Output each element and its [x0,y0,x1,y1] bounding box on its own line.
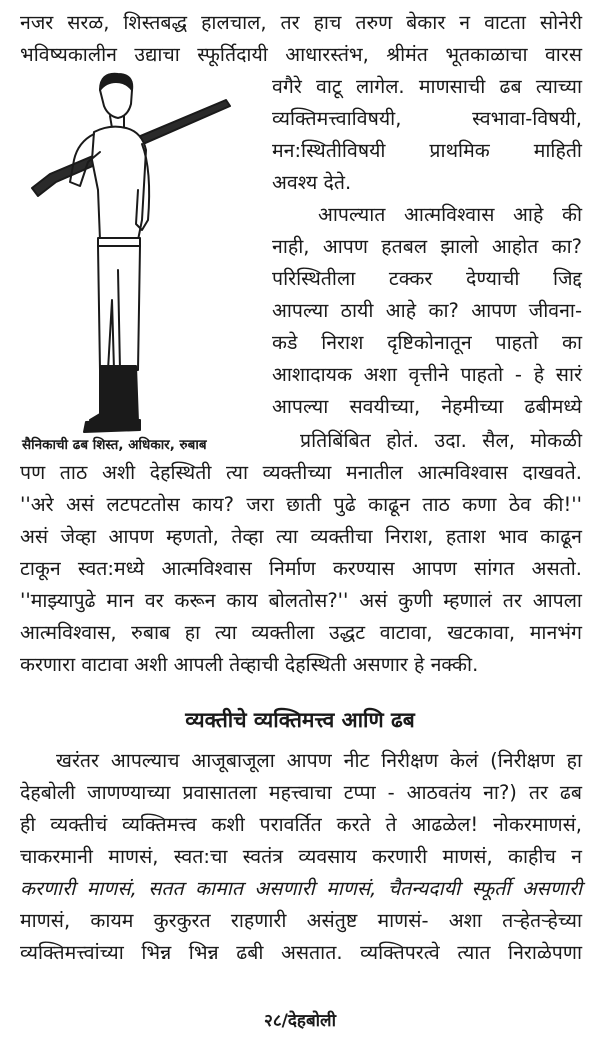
text-line: प्रतिबिंबित होतं. उदा. सैल, मोकळी [300,429,582,452]
text-line: चाकरमानी माणसं, स्वत:चा स्वतंत्र व्यवसाय करणारी माणसं, काहीच न [20,845,582,868]
text-line: आपल्या सवयीच्या, नेहमीच्या ढबीमध्ये [272,395,582,418]
text-line: टाकून स्वत:मध्ये आत्मविश्वास निर्माण करण्यास आपण सांगत असतो. [20,557,582,580]
text-line: नजर सरळ, शिस्तबद्ध हालचाल, तर हाच तरुण बेकार न वाटता सोनेरी [20,11,582,34]
text-line: करणारा वाटावा अशी आपली तेव्हाची देहस्थिती असणार हे नक्की. [20,653,479,676]
text-line: कडे निराश दृष्टिकोनातून पाहतो का [272,331,582,354]
text-line: ही व्यक्तीचं व्यक्तिमत्त्व कशी परावर्तित करते ते आढळेल! नोकरमाणसं, [20,813,582,836]
text-line: ''अरे असं लटपटतोस काय? जरा छाती पुढे काढून ताठ कणा ठेव की!'' [20,493,582,516]
text-line: आत्मविश्वास, रुबाब हा त्या व्यक्तीला उद्धट वाटावा, खटकावा, मानभंग [20,621,582,644]
text-line: मन:स्थितीविषयी प्राथमिक माहिती [272,139,582,162]
figure-caption: सैनिकाची ढब शिस्त, अधिकार, रुबाब [22,437,207,453]
text-line: नाही, आपण हतबल झालो आहोत का? [272,235,582,258]
text-line: खरंतर आपल्याच आजूबाजूला आपण नीट निरीक्षण केलं (निरीक्षण हा [56,749,582,772]
text-line: आशादायक अशा वृत्तीने पाहतो - हे सारं [272,363,582,386]
text-line: ''माझ्यापुढे मान वर करून काय बोलतोस?'' असं कुणी म्हणालं तर आपला [20,589,582,612]
text-line: व्यक्तिमत्त्वांच्या भिन्न भिन्न ढबी असतात. व्यक्तिपरत्वे त्यात निराळेपणा [20,941,582,964]
text-line: परिस्थितीला टक्कर देण्याची जिद्द [272,267,582,290]
text-line: अवश्य देते. [272,171,352,194]
text-line: भविष्यकालीन उद्याचा स्फूर्तिदायी आधारस्तंभ, श्रीमंत भूतकाळाचा वारस [20,43,582,66]
text-line: वगैरे वाटू लागेल. माणसाची ढब त्याच्या [272,75,582,98]
text-line: व्यक्तिमत्त्वाविषयी, स्वभावा-विषयी, [272,107,582,130]
text-line: पण ताठ अशी देहस्थिती त्या व्यक्तीच्या मनातील आत्मविश्वास दाखवते. [20,461,582,484]
text-line: माणसं, कायम कुरकुरत राहणारी असंतुष्ट माणसं- अशा तऱ्हेतऱ्हेच्या [20,909,582,932]
text-line: आपल्या ठायी आहे का? आपण जीवना- [272,299,582,322]
text-line: आपल्यात आत्मविश्वास आहे की [318,203,582,226]
page-footer: २८/देहबोली [264,1011,336,1031]
soldier-illustration [30,70,240,435]
text-line: करणारी माणसं, सतत कामात असणारी माणसं, चैतन्यदायी स्फूर्ती असणारी [20,877,582,900]
text-line: असं जेव्हा आपण म्हणतो, तेव्हा त्या व्यक्तीचा निराश, हताश भाव काढून [20,525,582,548]
text-line: देहबोली जाणण्याच्या प्रवासातला महत्त्वाचा टप्पा - आठवतंय ना?) तर ढब [20,781,582,804]
section-heading: व्यक्तीचे व्यक्तिमत्त्व आणि ढब [185,708,415,732]
